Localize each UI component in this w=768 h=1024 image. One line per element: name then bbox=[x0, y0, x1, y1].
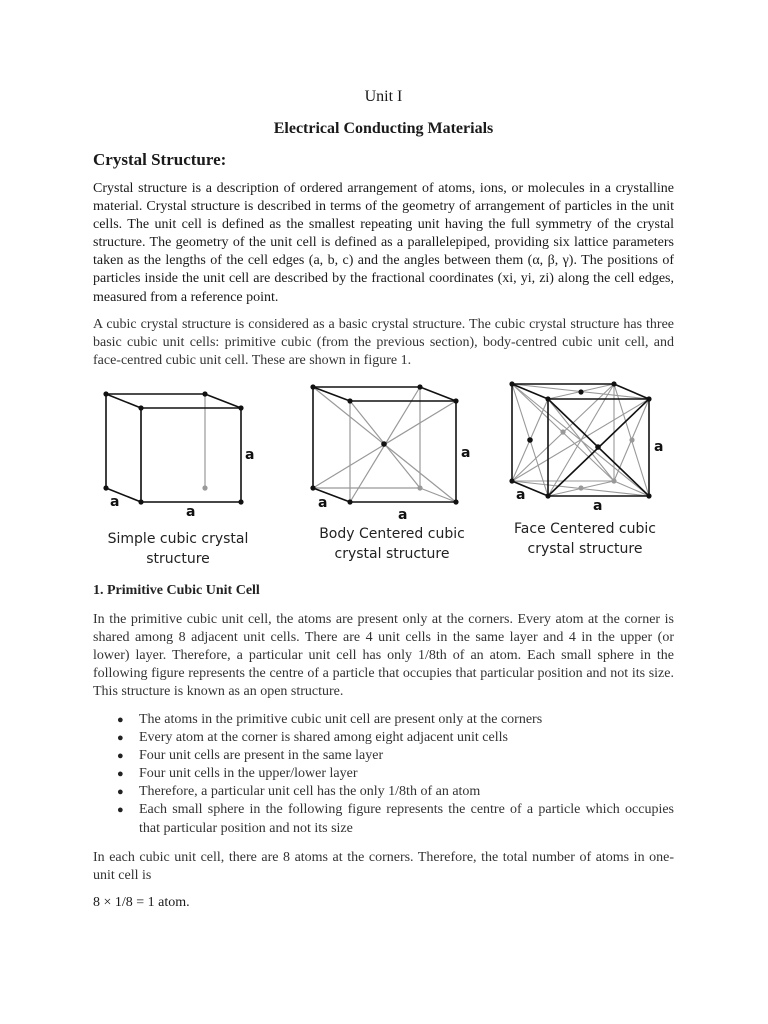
edge-label-a: a bbox=[110, 494, 120, 510]
cubic-paragraph: A cubic crystal structure is considered as a basic crystal structure. The cubic crystal structure has three basic cubic unit cells: primitive cubic (from the previous section), body-centred cubic unit cell, and face-centred cubic unit cell. These are shown in figure 1. bbox=[93, 317, 674, 369]
caption-line: crystal structure bbox=[527, 541, 643, 557]
edge-label-a: a bbox=[593, 498, 603, 514]
list-item: ● Each small sphere in the following figure represents the centre of a particle which occupies that particular position and not its size bbox=[93, 801, 674, 837]
list-item: ● The atoms in the primitive cubic unit cell are present only at the corners bbox=[93, 711, 674, 729]
caption-line: Simple cubic crystal bbox=[107, 531, 249, 547]
section-heading: Crystal Structure: bbox=[93, 150, 227, 169]
document-title: Electrical Conducting Materials bbox=[273, 120, 494, 137]
edge-label-a: a bbox=[461, 445, 471, 461]
list-item: ● Every atom at the corner is shared among eight adjacent unit cells bbox=[93, 729, 674, 747]
simple-cubic-diagram bbox=[103, 391, 243, 504]
caption-line: Face Centered cubic bbox=[514, 521, 656, 537]
edge-label-a: a bbox=[318, 495, 328, 511]
primitive-subheading: 1. Primitive Cubic Unit Cell bbox=[93, 583, 260, 598]
edge-label-a: a bbox=[245, 447, 255, 463]
edge-label-a: a bbox=[654, 439, 664, 455]
bcc-caption bbox=[302, 524, 482, 564]
caption-line: crystal structure bbox=[334, 546, 450, 562]
fcc-caption bbox=[495, 519, 675, 559]
edge-label-a: a bbox=[186, 504, 196, 520]
edge-label-a: a bbox=[516, 487, 526, 503]
caption-line: structure bbox=[146, 551, 210, 567]
bcc-diagram bbox=[310, 384, 458, 504]
simple-cubic-caption bbox=[88, 529, 268, 569]
fcc-diagram bbox=[509, 381, 651, 498]
formula-line: 8 × 1/8 = 1 atom. bbox=[93, 895, 190, 910]
intro-paragraph: Crystal structure is a description of ordered arrangement of atoms, ions, or molecules in a crystalline material. Crystal structure is described in terms of the geometry of arrangement of particles in the unit cells. The unit cell is defined as the smallest repeating unit having the full symmetry of the crystal structure. The geometry of the unit cell is defined as a parallelepiped, providing six lattice parameters taken as the lengths of the cell edges (a, b, c) and the angles between them (α, β, γ). The positions of particles inside the unit cell are described by the fractional coordinates (xi, yi, zi) along the cell edges, measured from a reference point. bbox=[93, 181, 674, 305]
edge-label-a: a bbox=[398, 507, 408, 523]
list-item: ● Four unit cells are present in the same layer bbox=[93, 747, 674, 765]
count-paragraph: In each cubic unit cell, there are 8 atoms at the corners. Therefore, the total number of atoms in one-unit cell is bbox=[93, 850, 674, 884]
list-item: ● Four unit cells in the upper/lower layer bbox=[93, 765, 674, 783]
primitive-paragraph: In the primitive cubic unit cell, the atoms are present only at the corners. Every atom at the corner is shared among 8 adjacent unit cells. There are 4 unit cells in the same layer and 4 in the upper (or lower) layer. Therefore, a particular unit cell has only 1/8th of an atom. Each small sphere in the following figure represents the centre of a particle that occupies that particular position and not its size. This structure is known as an open structure. bbox=[93, 612, 674, 700]
list-item: ● Therefore, a particular unit cell has the only 1/8th of an atom bbox=[93, 783, 674, 801]
unit-heading: Unit I bbox=[364, 88, 403, 105]
caption-line: Body Centered cubic bbox=[319, 526, 465, 542]
